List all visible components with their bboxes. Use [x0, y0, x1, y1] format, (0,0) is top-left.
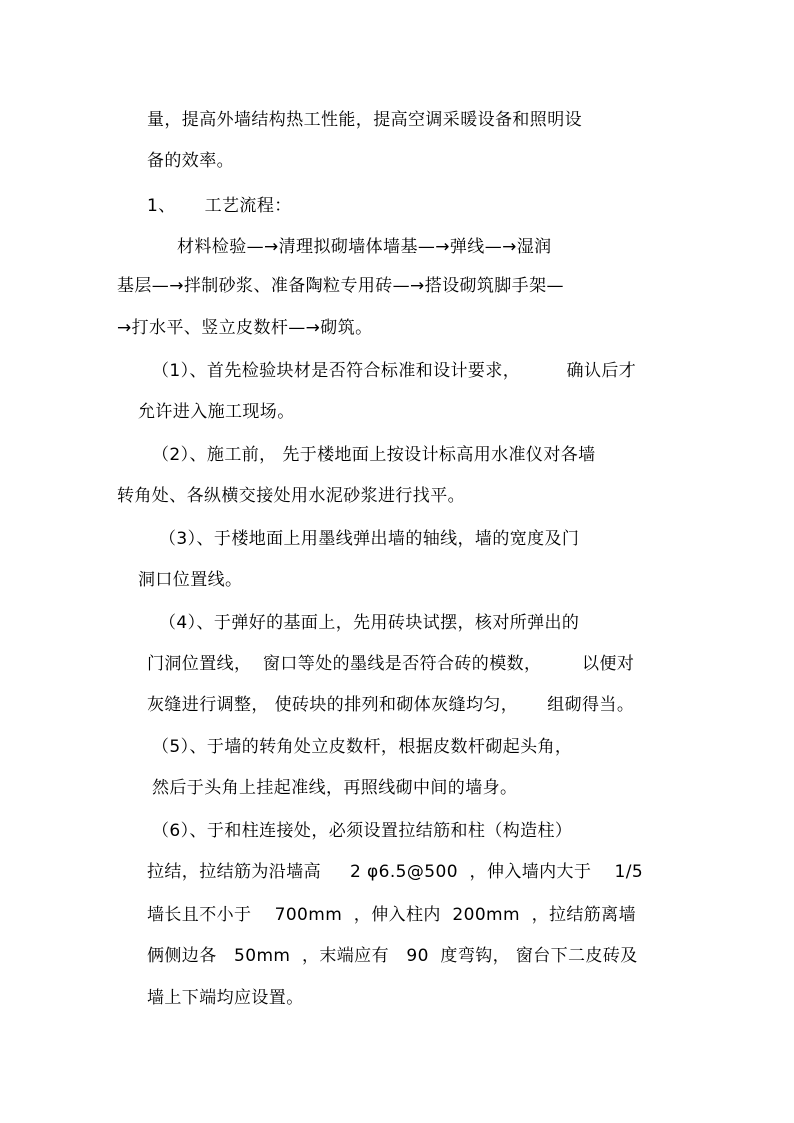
step-6-line-5: 墙上下端均应设置。	[147, 988, 304, 1008]
step-2-line-1: （2）、施工前， 先于楼地面上按设计标高用水准仪对各墙	[152, 445, 596, 465]
process-heading: 1、 工艺流程：	[147, 196, 292, 216]
process-line-3: →打水平、竖立皮数杆—→砌筑。	[117, 318, 373, 338]
step-1-line-2: 允许进入施工现场。	[138, 402, 295, 422]
step-4-line-2: 门洞位置线， 窗口等处的墨线是否符合砖的模数， 以便对	[147, 654, 635, 674]
step-3-line-2: 洞口位置线。	[138, 570, 243, 590]
step-6-line-3: 墙长且不小于 700mm ，伸入柱内 200mm ，拉结筋离墙	[147, 905, 636, 925]
step-6-line-4: 俩侧边各 50mm ，末端应有 90 度弯钩， 窗台下二皮砖及	[147, 946, 638, 966]
process-line-2: 基层—→拌制砂浆、准备陶粒专用砖—→搭设砌筑脚手架—	[117, 276, 564, 296]
step-1-line-1: （1）、首先检验块材是否符合标准和设计要求， 确认后才	[152, 361, 637, 381]
text-line-1: 量，提高外墙结构热工性能，提高空调采暖设备和照明设	[147, 110, 582, 130]
process-line-1: 材料检验—→清理拟砌墙体墙基—→弹线—→湿润	[177, 237, 552, 257]
step-2-line-2: 转角处、各纵横交接处用水泥砂浆进行找平。	[117, 486, 465, 506]
step-3-line-1: （3）、于楼地面上用墨线弹出墙的轴线，墙的宽度及门	[159, 529, 580, 549]
step-6-line-2: 拉结，拉结筋为沿墙高 2 φ6.5@500 ，伸入墙内大于 1/5	[147, 862, 644, 882]
step-6-line-1: （6）、于和柱连接处，必须设置拉结筋和柱（构造柱）	[152, 821, 573, 841]
step-5-line-1: （5）、于墙的转角处立皮数杆，根据皮数杆砌起头角，	[152, 737, 573, 757]
step-4-line-1: （4）、于弹好的基面上，先用砖块试摆，核对所弹出的	[159, 613, 580, 633]
step-5-line-2: 然后于头角上挂起准线，再照线砌中间的墙身。	[152, 778, 518, 798]
step-4-line-3: 灰缝进行调整， 使砖块的排列和砌体灰缝均匀， 组砌得当。	[147, 695, 635, 715]
text-line-2: 备的效率。	[147, 151, 234, 171]
